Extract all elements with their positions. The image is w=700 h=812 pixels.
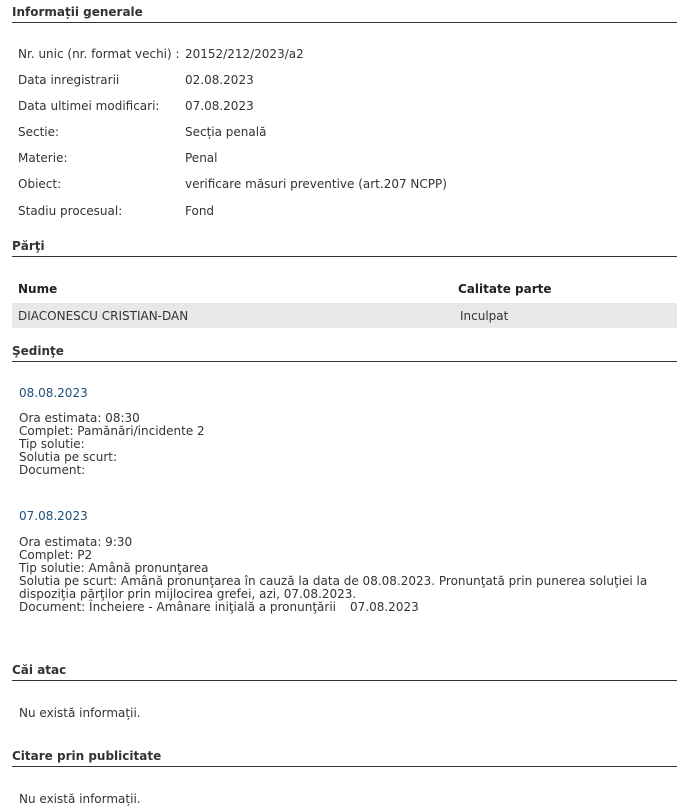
sedinta-complet: Complet: Pamănări/incidente 2 [19, 424, 205, 438]
info-label: Data ultimei modificari: [18, 99, 160, 113]
sedinta-solutia: Solutia pe scurt: Amână pronunţarea în cauză la data de 08.08.2023. Pronunţată prin punerea soluţiei la dispoziţia părţilor prin mijlocirea grefei, azi, 07.08.2023. [19, 574, 648, 601]
column-header-nume: Nume [18, 282, 58, 296]
sedinta-document-row [19, 601, 674, 614]
info-value: Fond [185, 204, 215, 218]
sedinta-solutia: Solutia pe scurt: [19, 450, 118, 464]
info-value: verificare măsuri preventive (art.207 NCPP) [185, 177, 447, 191]
sedinta-details [19, 536, 674, 614]
info-value: 07.08.2023 [185, 99, 254, 113]
sedinta-document-date: 07.08.2023 [350, 600, 419, 614]
sedinta-details [19, 412, 674, 477]
info-label: Materie: [18, 151, 68, 165]
table-row [12, 303, 677, 328]
citare-empty-text: Nu există informații. [19, 792, 141, 806]
section-title-citare: Citare prin publicitate [12, 749, 677, 767]
info-value: Secția penală [185, 125, 267, 139]
sedinta-document: Document: Încheiere - Amânare iniţială a pronunţării [19, 600, 337, 614]
info-label: Data inregistrarii [18, 73, 120, 87]
cai-atac-empty-text: Nu există informații. [19, 706, 141, 720]
sedinta-complet: Complet: P2 [19, 548, 93, 562]
info-label: Nr. unic (nr. format vechi) : [18, 47, 180, 61]
sedinta-tip-solutie: Tip solutie: [19, 437, 85, 451]
parti-table-header [12, 274, 677, 300]
column-header-calitate: Calitate parte [458, 282, 552, 296]
info-value: 02.08.2023 [185, 73, 254, 87]
parte-calitate: Inculpat [460, 309, 509, 323]
section-title-parti: Părţi [12, 239, 677, 257]
sedinta-ora: Ora estimata: 9:30 [19, 535, 133, 549]
section-title-sedinte: Şedinţe [12, 344, 677, 362]
section-title-general: Informații generale [12, 5, 677, 23]
info-value: 20152/212/2023/a2 [185, 47, 304, 61]
section-title-cai-atac: Căi atac [12, 663, 677, 681]
sedinta-ora: Ora estimata: 08:30 [19, 411, 140, 425]
sedinta-document: Document: [19, 463, 86, 477]
info-label: Obiect: [18, 177, 62, 191]
info-value: Penal [185, 151, 218, 165]
sedinta-tip-solutie: Tip solutie: Amână pronunţarea [19, 561, 209, 575]
parte-nume: DIACONESCU CRISTIAN-DAN [18, 309, 189, 323]
sedinta-date: 08.08.2023 [19, 386, 88, 400]
sedinta-date: 07.08.2023 [19, 509, 88, 523]
info-label: Sectie: [18, 125, 60, 139]
info-label: Stadiu procesual: [18, 204, 123, 218]
